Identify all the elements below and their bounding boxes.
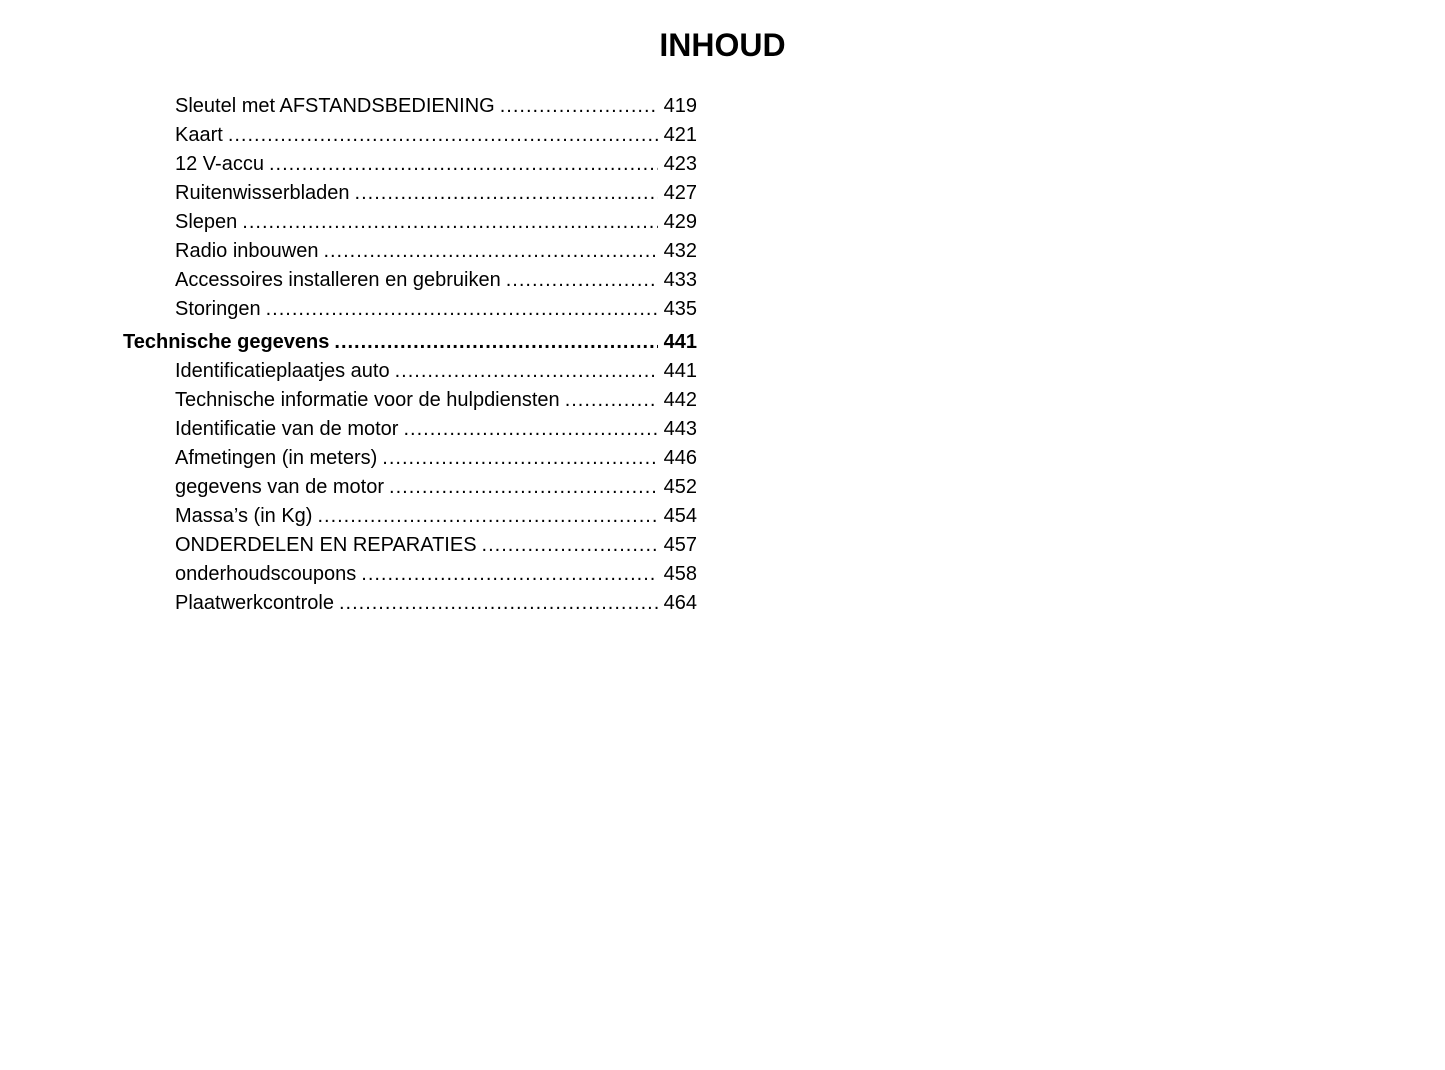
toc-dot-leader	[269, 150, 658, 179]
toc-entry-page: 435	[663, 298, 697, 320]
toc-entry[interactable]	[123, 560, 697, 589]
toc-entry-label: Slepen	[175, 211, 238, 233]
toc-dot-leader	[317, 502, 657, 531]
toc-entry-label: Technische informatie voor de hulpdiensten	[175, 389, 560, 411]
toc-entry[interactable]	[123, 237, 697, 266]
toc-entry[interactable]	[123, 208, 697, 237]
toc-dot-leader	[389, 473, 658, 502]
toc-entry[interactable]	[123, 121, 697, 150]
toc-entry-page: 457	[663, 534, 697, 556]
toc-entry-label: Plaatwerkcontrole	[175, 592, 334, 614]
toc-dot-leader	[334, 328, 657, 357]
toc-entry-label: Massa’s (in Kg)	[175, 505, 313, 527]
toc-dot-leader	[323, 237, 657, 266]
toc-entry-label: ONDERDELEN EN REPARATIES	[175, 534, 477, 556]
toc-entry[interactable]	[123, 531, 697, 560]
toc-entry-label: Storingen	[175, 298, 261, 320]
toc-entry-page: 441	[663, 331, 697, 353]
toc-entry[interactable]	[123, 589, 697, 618]
toc-dot-leader	[228, 121, 658, 150]
toc-entry-page: 464	[663, 592, 697, 614]
toc-entry-label: Accessoires installeren en gebruiken	[175, 269, 501, 291]
toc-entry[interactable]	[123, 386, 697, 415]
toc-entry[interactable]	[123, 266, 697, 295]
toc-entry-label: Technische gegevens	[123, 331, 330, 353]
toc-dot-leader	[403, 415, 657, 444]
toc-entry-page: 432	[663, 240, 697, 262]
toc-entry-page: 419	[663, 95, 697, 117]
toc-entry[interactable]	[123, 150, 697, 179]
toc-dot-leader	[382, 444, 657, 473]
toc-entry-label: gegevens van de motor	[175, 476, 385, 498]
toc-entry-page: 442	[663, 389, 697, 411]
toc-entry-page: 427	[663, 182, 697, 204]
toc-entry-label: Kaart	[175, 124, 223, 146]
toc-entry[interactable]	[123, 502, 697, 531]
toc-entry[interactable]	[123, 295, 697, 324]
toc-entry-page: 452	[663, 476, 697, 498]
toc-entry[interactable]	[123, 473, 697, 502]
toc-dot-leader	[339, 589, 658, 618]
toc-entry[interactable]	[123, 179, 697, 208]
toc-entry-label: Sleutel met AFSTANDSBEDIENING	[175, 95, 495, 117]
toc-dot-leader	[361, 560, 657, 589]
toc-entry-page: 443	[663, 418, 697, 440]
toc-entry[interactable]	[123, 92, 697, 121]
toc-entry[interactable]	[123, 415, 697, 444]
toc-dot-leader	[395, 357, 658, 386]
toc-entry-page: 429	[663, 211, 697, 233]
toc-dot-leader	[500, 92, 658, 121]
toc-dot-leader	[242, 208, 657, 237]
toc-entry-page: 421	[663, 124, 697, 146]
toc-entry-label: 12 V-accu	[175, 153, 264, 175]
toc-dot-leader	[355, 179, 658, 208]
toc-entry-page: 423	[663, 153, 697, 175]
toc-dot-leader	[506, 266, 658, 295]
toc-entry-page: 446	[663, 447, 697, 469]
toc-dot-leader	[565, 386, 658, 415]
toc-entry-label: Identificatieplaatjes auto	[175, 360, 390, 382]
toc-entry-label: Radio inbouwen	[175, 240, 319, 262]
toc-entry-label: Identificatie van de motor	[175, 418, 399, 440]
toc-dot-leader	[266, 295, 658, 324]
toc-entry[interactable]	[123, 444, 697, 473]
toc-entry-label: Afmetingen (in meters)	[175, 447, 378, 469]
toc-entry-page: 454	[663, 505, 697, 527]
toc-entry-page: 458	[663, 563, 697, 585]
toc-entry-label: onderhoudscoupons	[175, 563, 357, 585]
toc-list	[123, 92, 697, 618]
toc-entry-page: 433	[663, 269, 697, 291]
toc-dot-leader	[482, 531, 658, 560]
toc-entry-page: 441	[663, 360, 697, 382]
toc-entry[interactable]	[123, 328, 697, 357]
page-title: INHOUD	[659, 27, 786, 63]
toc-entry[interactable]	[123, 357, 697, 386]
toc-entry-label: Ruitenwisserbladen	[175, 182, 350, 204]
